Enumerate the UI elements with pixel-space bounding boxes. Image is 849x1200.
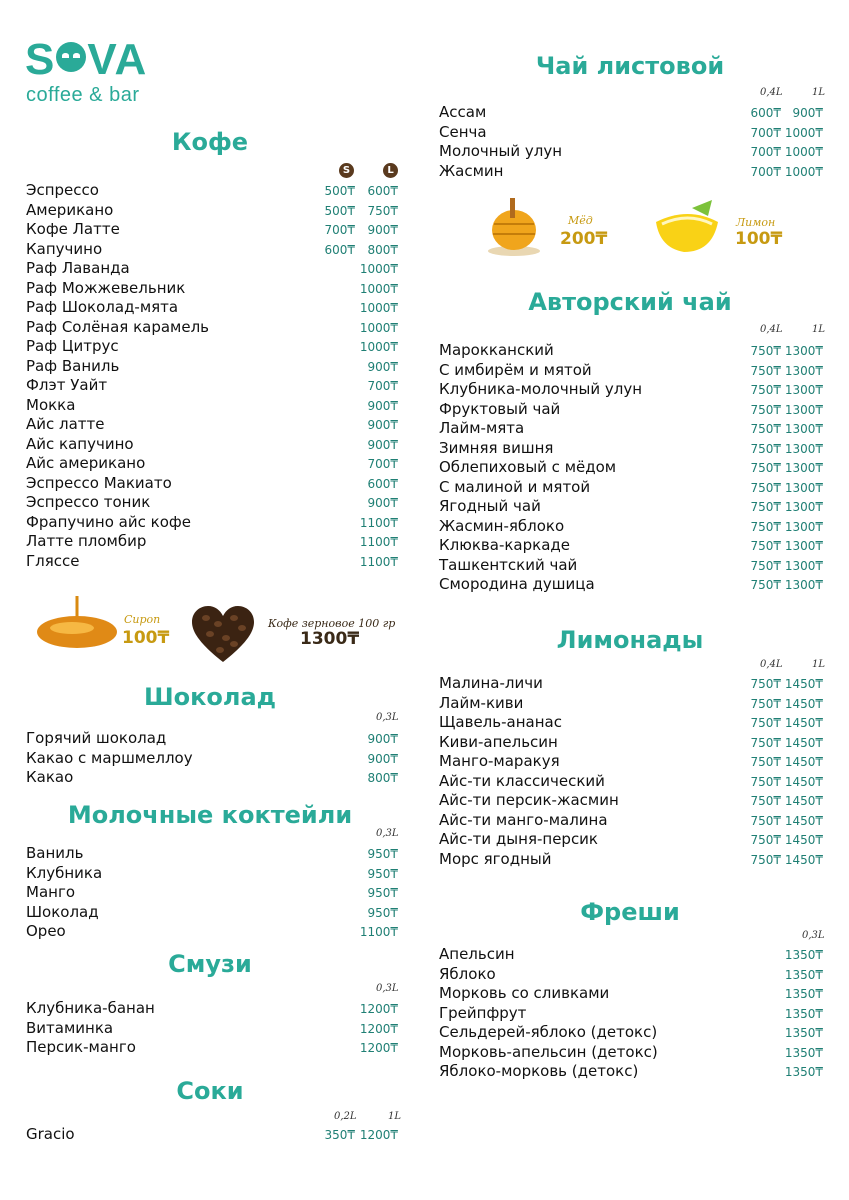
brand-logo (25, 35, 148, 84)
menu-item-price: 1300₸ (784, 403, 823, 417)
menu-item-price: 700₸ (750, 165, 781, 179)
menu-item-name: Айс-ти манго-малина (439, 811, 608, 829)
menu-item-price: 1100₸ (359, 925, 398, 939)
syrup-image (32, 594, 122, 654)
menu-item-price: 900₸ (367, 732, 398, 746)
logo-letter-s: S (25, 35, 56, 84)
menu-item-name: Фруктовый чай (439, 400, 561, 418)
fresh-size: 0,3L (802, 930, 825, 941)
lemon-wedge (656, 214, 718, 252)
menu-item-name: Жасмин-яблоко (439, 517, 565, 535)
lemonades-size-1: 0,4L (760, 659, 783, 670)
menu-item-price: 750₸ (750, 736, 781, 750)
menu-item-price: 950₸ (367, 906, 398, 920)
menu-item-price: 1350₸ (784, 987, 823, 1001)
menu-item-price: 750₸ (750, 775, 781, 789)
honey-label: Мёд (568, 214, 593, 227)
menu-item-price: 750₸ (750, 344, 781, 358)
menu-item-name: Малина-личи (439, 674, 543, 692)
author-tea-size-1: 0,4L (760, 324, 783, 335)
menu-item-price: 750₸ (750, 794, 781, 808)
lemon-price: 100₸ (735, 229, 783, 249)
menu-item-name: Горячий шоколад (26, 729, 167, 747)
smoothies-title: Смузи (168, 950, 252, 978)
menu-item-price: 1100₸ (359, 516, 398, 530)
menu-item-name: Какао с маршмеллоу (26, 749, 193, 767)
menu-item-name: Персик-манго (26, 1038, 136, 1056)
menu-item-price: 600₸ (324, 243, 355, 257)
menu-item-name: Молочный улун (439, 142, 563, 160)
smoothies-size: 0,3L (376, 983, 399, 994)
menu-item-price: 1000₸ (359, 301, 398, 315)
menu-item-name: Латте пломбир (26, 532, 147, 550)
menu-item-name: Яблоко (439, 965, 496, 983)
menu-item-name: Американо (26, 201, 114, 219)
lemonades-size-2: 1L (812, 659, 826, 670)
honey-dipper (510, 198, 515, 218)
menu-item-price: 750₸ (750, 755, 781, 769)
menu-item-name: Флэт Уайт (26, 376, 108, 394)
menu-item-price: 600₸ (750, 106, 781, 120)
menu-item-name: Айс-ти персик-жасмин (439, 791, 619, 809)
menu-item-price: 1300₸ (784, 461, 823, 475)
menu-item-name: С малиной и мятой (439, 478, 591, 496)
menu-item-price: 1000₸ (784, 126, 823, 140)
menu-item-price: 1300₸ (784, 520, 823, 534)
menu-item-price: 700₸ (324, 223, 355, 237)
menu-item-price: 800₸ (367, 243, 398, 257)
menu-item-price: 900₸ (367, 418, 398, 432)
menu-item-price: 900₸ (367, 360, 398, 374)
fresh-title: Фреши (580, 898, 680, 926)
menu-item-price: 1350₸ (784, 948, 823, 962)
menu-item-price: 700₸ (367, 457, 398, 471)
menu-item-price: 700₸ (367, 379, 398, 393)
menu-item-name: Морс ягодный (439, 850, 552, 868)
menu-item-price: 750₸ (750, 814, 781, 828)
menu-item-name: Щавель-ананас (439, 713, 562, 731)
brand-tagline: coffee & bar (26, 84, 140, 106)
menu-item-price: 1300₸ (784, 559, 823, 573)
menu-item-name: Кофе Латте (26, 220, 120, 238)
menu-item-price: 950₸ (367, 867, 398, 881)
beans-price: 1300₸ (300, 629, 360, 649)
menu-item-price: 1450₸ (784, 697, 823, 711)
beans-label: Кофе зерновое 100 гр (268, 617, 396, 630)
menu-item-name: Сельдерей-яблоко (детокс) (439, 1023, 658, 1041)
menu-item-price: 750₸ (750, 697, 781, 711)
menu-item-price: 1000₸ (359, 282, 398, 296)
menu-item-name: Какао (26, 768, 74, 786)
juices-size-1: 0,2L (334, 1111, 357, 1122)
chocolate-size: 0,3L (376, 712, 399, 723)
menu-item-name: Манго-маракуя (439, 752, 560, 770)
menu-item-price: 900₸ (792, 106, 823, 120)
menu-item-price: 750₸ (367, 204, 398, 218)
leaf-tea-size-2: 1L (812, 87, 826, 98)
menu-item-name: Раф Ваниль (26, 357, 120, 375)
juices-title: Соки (176, 1077, 244, 1105)
menu-item-name: Зимняя вишня (439, 439, 554, 457)
lemon-leaf (692, 200, 712, 216)
menu-item-name: С имбирём и мятой (439, 361, 592, 379)
leaf-tea-size-1: 0,4L (760, 87, 783, 98)
menu-item-price: 1450₸ (784, 775, 823, 789)
menu-item-price: 1000₸ (359, 321, 398, 335)
menu-item-price: 1450₸ (784, 794, 823, 808)
menu-item-price: 950₸ (367, 886, 398, 900)
menu-item-name: Апельсин (439, 945, 515, 963)
menu-item-name: Раф Лаванда (26, 259, 130, 277)
menu-item-name: Раф Шоколад-мята (26, 298, 179, 316)
menu-item-price: 1300₸ (784, 481, 823, 495)
menu-item-price: 750₸ (750, 442, 781, 456)
menu-item-price: 750₸ (750, 677, 781, 691)
menu-item-price: 750₸ (750, 500, 781, 514)
menu-item-name: Эспрессо (26, 181, 99, 199)
menu-item-price: 750₸ (750, 578, 781, 592)
menu-item-name: Раф Можжевельник (26, 279, 186, 297)
menu-item-name: Айс-ти дыня-персик (439, 830, 598, 848)
size-l-badge: L (383, 163, 398, 178)
author-tea-title: Авторский чай (528, 288, 732, 316)
menu-item-price: 750₸ (750, 422, 781, 436)
menu-item-price: 500₸ (324, 204, 355, 218)
menu-item-price: 1300₸ (784, 442, 823, 456)
menu-item-name: Клубника-молочный улун (439, 380, 643, 398)
logo-letters-va: VA (87, 35, 148, 84)
juices-size-2: 1L (388, 1111, 402, 1122)
menu-item-name: Мокка (26, 396, 76, 414)
menu-item-name: Капучино (26, 240, 103, 258)
menu-item-name: Манго (26, 883, 75, 901)
lemon-image (652, 200, 722, 256)
menu-item-price: 750₸ (750, 716, 781, 730)
menu-item-name: Марокканский (439, 341, 554, 359)
menu-item-price: 1450₸ (784, 716, 823, 730)
owl-icon (56, 42, 86, 72)
menu-item-name: Облепиховый с мёдом (439, 458, 617, 476)
menu-item-price: 1000₸ (359, 262, 398, 276)
menu-item-name: Клубника (26, 864, 103, 882)
menu-item-price: 700₸ (750, 145, 781, 159)
menu-item-price: 1450₸ (784, 814, 823, 828)
menu-item-price: 750₸ (750, 383, 781, 397)
syrup-label: Сироп (124, 613, 161, 626)
menu-item-price: 1350₸ (784, 1065, 823, 1079)
menu-item-name: Орео (26, 922, 66, 940)
menu-item-price: 1200₸ (359, 1022, 398, 1036)
menu-item-price: 750₸ (750, 833, 781, 847)
menu-item-name: Gracio (26, 1125, 75, 1143)
menu-item-price: 1450₸ (784, 736, 823, 750)
milkshakes-size: 0,3L (376, 828, 399, 839)
menu-item-name: Клюква-каркаде (439, 536, 570, 554)
menu-item-price: 900₸ (367, 752, 398, 766)
menu-item-name: Эспрессо Макиато (26, 474, 172, 492)
menu-item-price: 600₸ (367, 477, 398, 491)
menu-item-price: 1450₸ (784, 677, 823, 691)
menu-item-name: Смородина душица (439, 575, 595, 593)
menu-item-price: 1350₸ (784, 1007, 823, 1021)
menu-item-price: 500₸ (324, 184, 355, 198)
honey-jar-image (484, 196, 544, 258)
menu-item-price: 750₸ (750, 559, 781, 573)
syrup-price: 100₸ (122, 628, 170, 648)
menu-item-price: 600₸ (367, 184, 398, 198)
menu-item-price: 1200₸ (359, 1002, 398, 1016)
menu-item-price: 1450₸ (784, 853, 823, 867)
menu-item-price: 1300₸ (784, 578, 823, 592)
menu-item-price: 1300₸ (784, 500, 823, 514)
menu-item-name: Киви-апельсин (439, 733, 558, 751)
menu-item-price: 1100₸ (359, 535, 398, 549)
author-tea-size-2: 1L (812, 324, 826, 335)
menu-item-price: 1300₸ (784, 539, 823, 553)
menu-item-name: Ташкентский чай (439, 556, 578, 574)
menu-item-price: 750₸ (750, 461, 781, 475)
menu-item-price: 1350₸ (784, 1046, 823, 1060)
menu-item-price: 1300₸ (784, 422, 823, 436)
menu-item-price: 1000₸ (359, 340, 398, 354)
menu-item-price: 1450₸ (784, 755, 823, 769)
menu-item-name: Витаминка (26, 1019, 114, 1037)
honey-price: 200₸ (560, 229, 608, 249)
menu-item-price: 750₸ (750, 853, 781, 867)
menu-item-price: 750₸ (750, 520, 781, 534)
menu-item-price: 750₸ (750, 539, 781, 553)
menu-item-name: Айс капучино (26, 435, 134, 453)
menu-item-name: Фрапучино айс кофе (26, 513, 191, 531)
menu-item-price: 750₸ (750, 403, 781, 417)
menu-item-price: 1100₸ (359, 555, 398, 569)
lemon-label: Лимон (736, 216, 776, 229)
menu-item-name: Айс американо (26, 454, 146, 472)
menu-item-name: Клубника-банан (26, 999, 155, 1017)
menu-item-price: 800₸ (367, 771, 398, 785)
menu-item-price: 1200₸ (359, 1041, 398, 1055)
menu-item-price: 1000₸ (784, 165, 823, 179)
menu-item-name: Гляссе (26, 552, 80, 570)
menu-item-price: 1300₸ (784, 344, 823, 358)
menu-item-name: Жасмин (439, 162, 504, 180)
menu-item-price: 900₸ (367, 399, 398, 413)
menu-item-price: 900₸ (367, 223, 398, 237)
menu-item-name: Шоколад (26, 903, 99, 921)
chocolate-title: Шоколад (143, 683, 277, 711)
menu-item-price: 900₸ (367, 496, 398, 510)
menu-item-price: 1300₸ (784, 364, 823, 378)
coffee-title: Кофе (171, 128, 249, 156)
coffee-beans-heart-image (190, 604, 256, 666)
menu-item-name: Лайм-киви (439, 694, 524, 712)
menu-item-price: 750₸ (750, 481, 781, 495)
menu-item-name: Морковь со сливками (439, 984, 610, 1002)
menu-item-name: Яблоко-морковь (детокс) (439, 1062, 639, 1080)
size-s-badge: S (339, 163, 354, 178)
lemonades-title: Лимонады (556, 626, 704, 654)
syrup-highlight (50, 622, 94, 634)
menu-item-price: 1350₸ (784, 968, 823, 982)
menu-item-price: 1300₸ (784, 383, 823, 397)
menu-item-price: 750₸ (750, 364, 781, 378)
menu-item-price: 350₸ (324, 1128, 355, 1142)
menu-item-price: 1350₸ (784, 1026, 823, 1040)
menu-item-name: Ассам (439, 103, 487, 121)
menu-item-name: Ваниль (26, 844, 84, 862)
menu-item-name: Лайм-мята (439, 419, 525, 437)
menu-item-price: 700₸ (750, 126, 781, 140)
menu-item-price: 900₸ (367, 438, 398, 452)
menu-item-name: Грейпфрут (439, 1004, 527, 1022)
menu-item-price: 1450₸ (784, 833, 823, 847)
menu-item-name: Раф Солёная карамель (26, 318, 210, 336)
heart-shape (192, 606, 254, 662)
menu-item-name: Эспрессо тоник (26, 493, 151, 511)
menu-item-name: Айс-ти классический (439, 772, 605, 790)
menu-item-price: 1200₸ (359, 1128, 398, 1142)
menu-item-name: Раф Цитрус (26, 337, 119, 355)
menu-item-price: 1000₸ (784, 145, 823, 159)
leaf-tea-title: Чай листовой (535, 52, 725, 80)
menu-item-name: Сенча (439, 123, 487, 141)
menu-item-name: Айс латте (26, 415, 105, 433)
menu-item-name: Морковь-апельсин (детокс) (439, 1043, 658, 1061)
milkshakes-title: Молочные коктейли (67, 801, 353, 829)
menu-item-price: 950₸ (367, 847, 398, 861)
menu-item-name: Ягодный чай (439, 497, 541, 515)
